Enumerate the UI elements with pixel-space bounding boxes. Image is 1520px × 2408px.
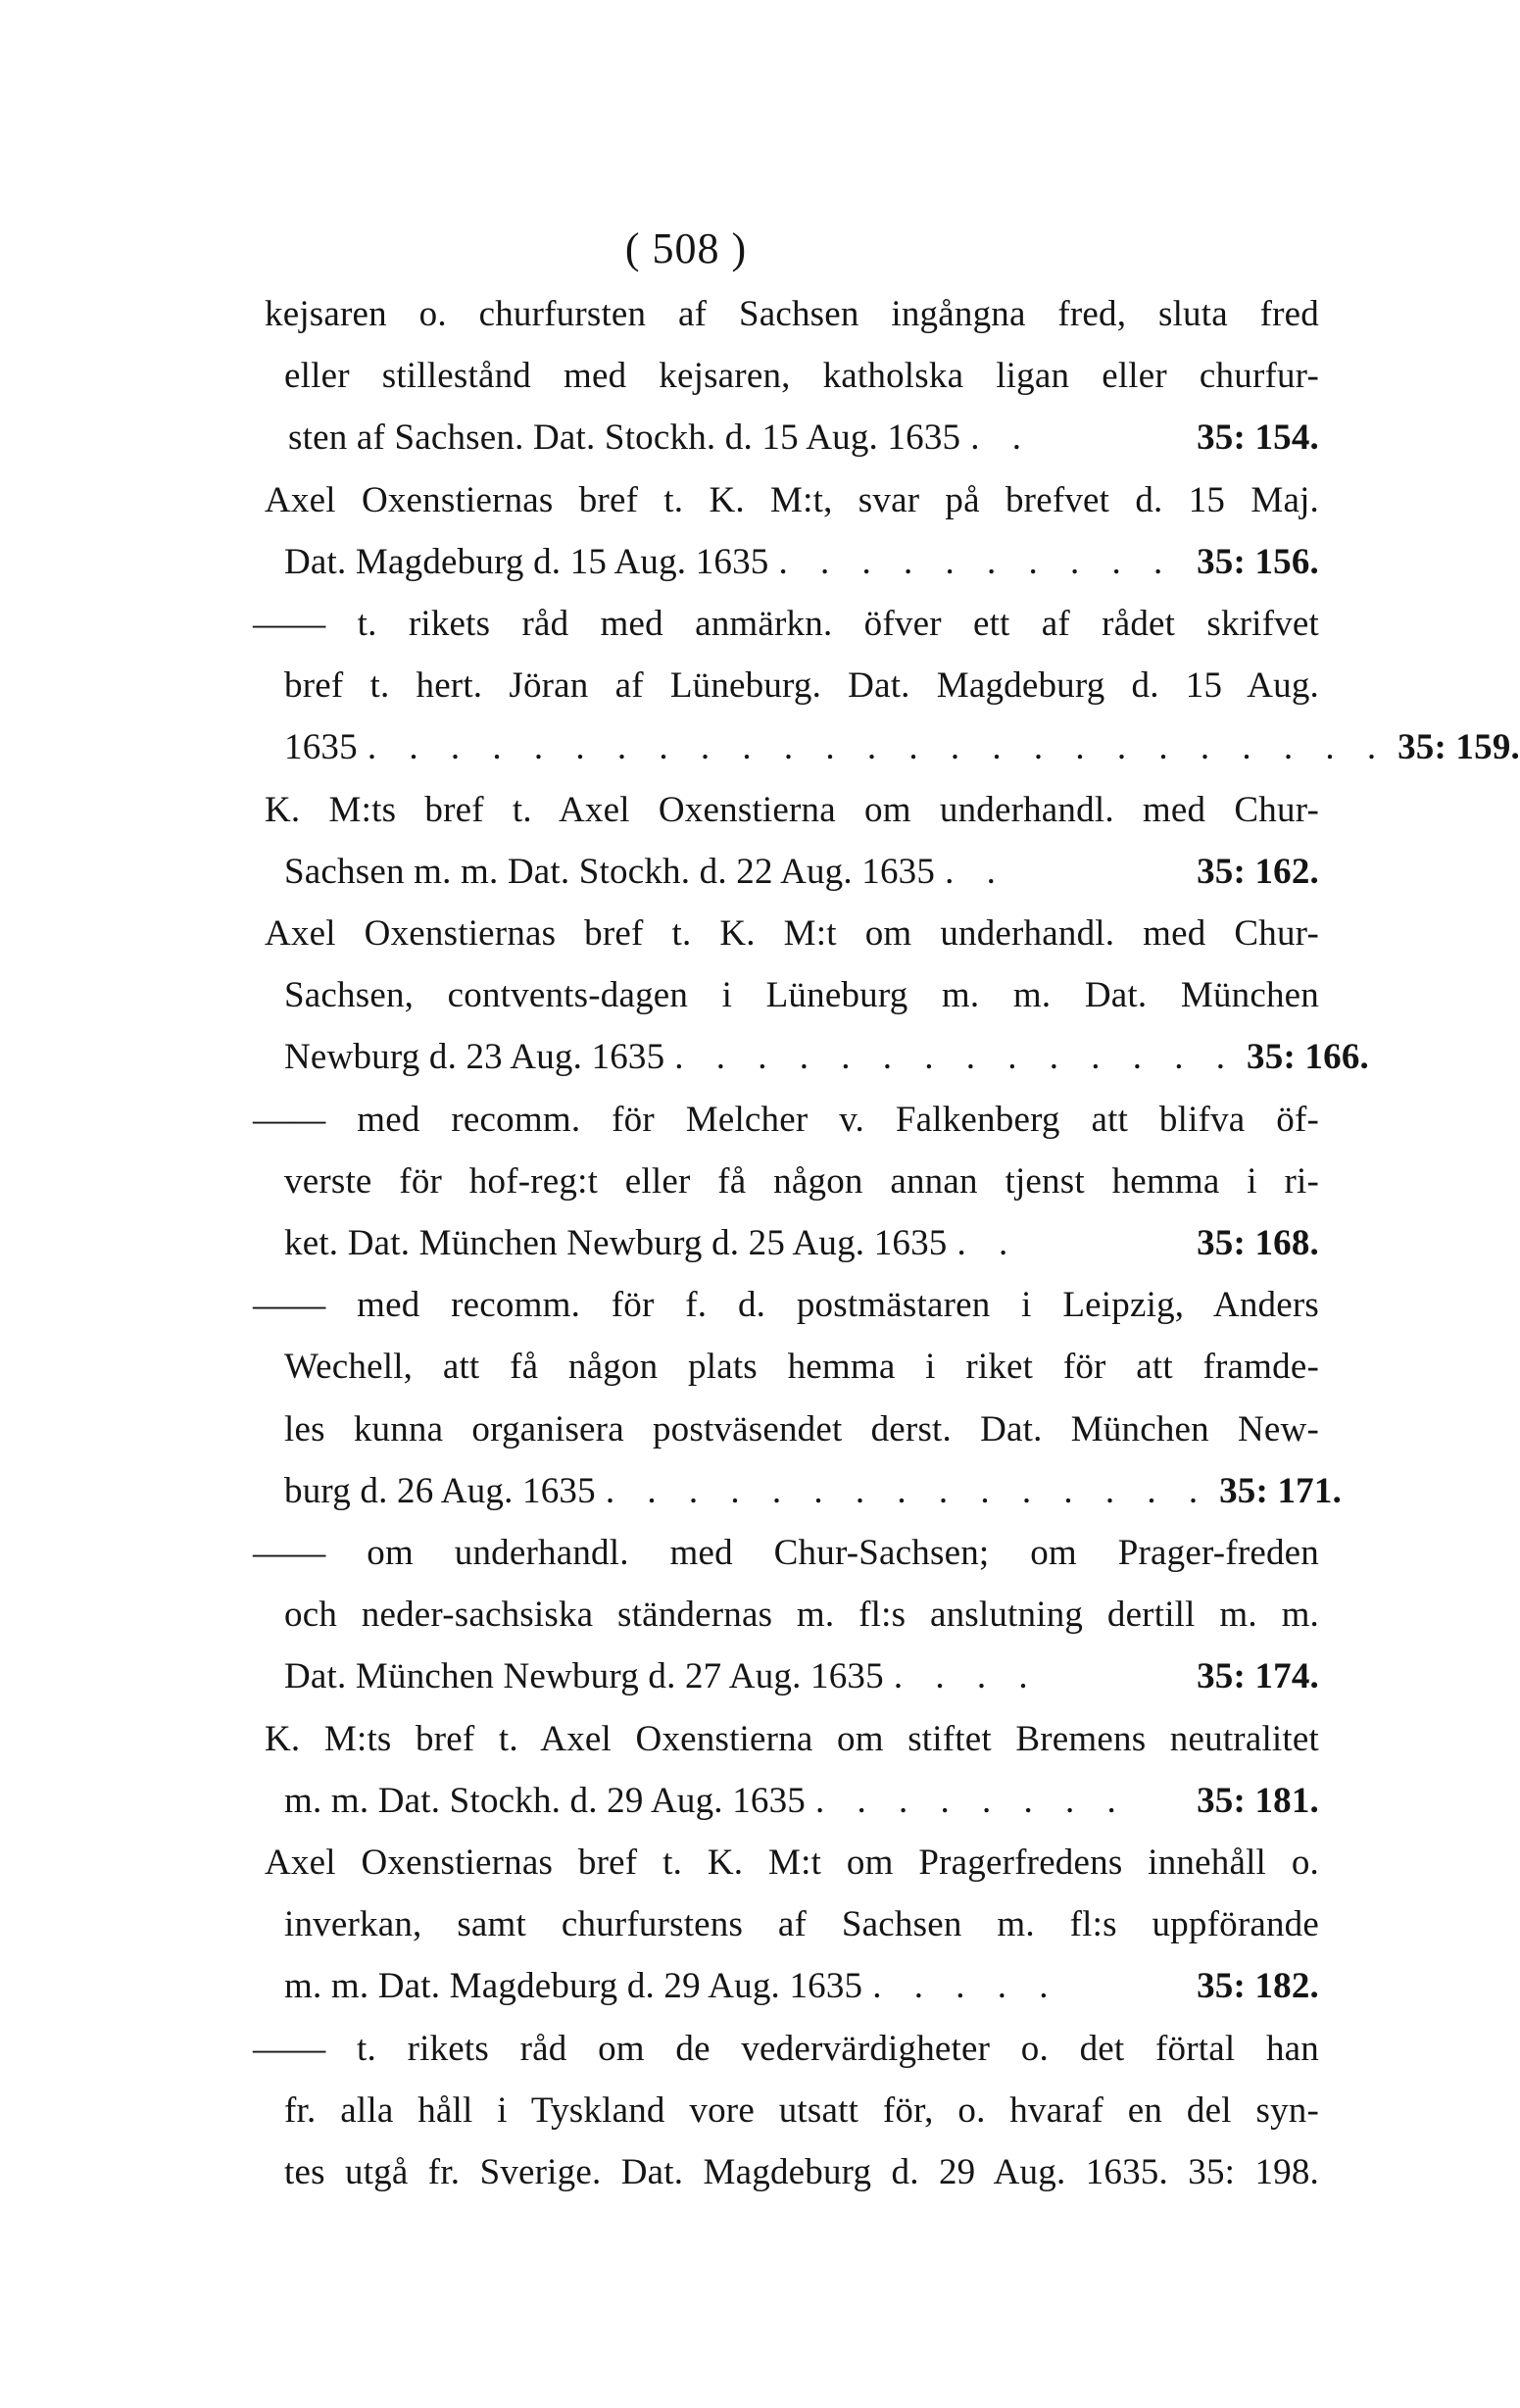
- index-entry-line-with-ref: [284, 842, 1319, 903]
- entry-text: och neder-sachsiska ständernas m. fl:s anslutning dertill m. m.: [284, 1595, 1319, 1636]
- index-entry-line: [284, 1585, 1319, 1646]
- leader-dots: . .: [970, 418, 1033, 459]
- entry-text: burg d. 26 Aug. 1635: [284, 1470, 596, 1511]
- entry-text: Axel Oxenstiernas bref t. K. M:t om Pragerfredens innehåll o.: [265, 1843, 1319, 1883]
- leader-dots: . . . . . . . . . . . . . . .: [605, 1470, 1210, 1511]
- index-entry-line: [253, 2019, 1319, 2080]
- index-entry-line: [284, 346, 1319, 407]
- leader-dots: . . . .: [893, 1656, 1040, 1697]
- leader-dots: . . . . . . . . . .: [778, 541, 1175, 582]
- index-entry-line: [284, 656, 1319, 716]
- volume-page-reference: 35: 181.: [1197, 1780, 1319, 1821]
- index-entry-line-with-ref: [284, 1771, 1319, 1832]
- leader-dots: . . . . . . . . . . . . . .: [674, 1037, 1238, 1078]
- leader-dots: . . . . . . . . . . . . . . . . . . . . . . . . .: [367, 727, 1389, 768]
- index-entry-line: [284, 1894, 1319, 1955]
- index-entry-line: [265, 780, 1319, 841]
- index-entry-line: [253, 594, 1319, 655]
- index-entry-line-with-ref: [288, 408, 1319, 468]
- entry-text: —— t. rikets råd med anmärkn. öfver ett af rådet skrifvet: [253, 604, 1319, 644]
- entry-text: verste för hof-reg:t eller få någon annan tjenst hemma i ri-: [284, 1160, 1319, 1202]
- index-entry-line-with-ref: [284, 1646, 1319, 1707]
- index-entry-line: [284, 1400, 1319, 1460]
- leader-dots: . .: [956, 1223, 1020, 1263]
- volume-page-reference: 35: 174.: [1197, 1656, 1319, 1697]
- entry-text: m. m. Dat. Stockh. d. 29 Aug. 1635: [284, 1780, 806, 1821]
- entry-text: —— t. rikets råd om de vedervärdigheter o. det förtal han: [253, 2028, 1319, 2069]
- volume-page-reference: 35: 182.: [1197, 1966, 1319, 2007]
- index-entry-line: [265, 284, 1319, 345]
- leader-dots: . . . . .: [872, 1966, 1060, 2007]
- entry-text: Wechell, att få någon plats hemma i riket för att framde-: [284, 1347, 1319, 1388]
- index-entry-line-with-ref: [284, 1461, 1343, 1522]
- volume-page-reference: 35: 166.: [1247, 1037, 1369, 1078]
- index-entry-line-with-ref: [284, 1956, 1319, 2017]
- entry-text: les kunna organisera postväsendet derst. Dat. München New-: [284, 1408, 1319, 1450]
- index-entry-line: [253, 1090, 1319, 1151]
- entry-text: Newburg d. 23 Aug. 1635: [284, 1037, 665, 1078]
- entry-text: Dat. Magdeburg d. 15 Aug. 1635: [284, 541, 769, 582]
- entry-text: tes utgå fr. Sverige. Dat. Magdeburg d. 29 Aug. 1635. 35: 198.: [284, 2152, 1319, 2192]
- entry-text: Sachsen m. m. Dat. Stockh. d. 22 Aug. 1635: [284, 851, 936, 892]
- volume-page-reference: 35: 162.: [1197, 851, 1319, 892]
- entry-text: Dat. München Newburg d. 27 Aug. 1635: [284, 1656, 884, 1697]
- index-entry-line: [265, 1709, 1319, 1770]
- index-entry-line: [253, 1523, 1319, 1584]
- volume-page-reference: 35: 159.: [1397, 727, 1520, 768]
- index-entry-line: [265, 904, 1319, 964]
- entry-text: kejsaren o. churfursten af Sachsen ingångna fred, sluta fred: [265, 294, 1319, 334]
- entry-text: Axel Oxenstiernas bref t. K. M:t om underhandl. med Chur-: [265, 913, 1319, 954]
- volume-page-reference: 35: 156.: [1197, 541, 1319, 582]
- index-entry-line-with-ref: [284, 532, 1319, 593]
- index-entry-line-with-ref: [284, 1213, 1319, 1274]
- entry-text: inverkan, samt churfurstens af Sachsen m. fl:s uppförande: [284, 1904, 1319, 1945]
- index-entry-line: [265, 1833, 1319, 1893]
- entry-text: m. m. Dat. Magdeburg d. 29 Aug. 1635: [284, 1966, 863, 2007]
- entry-text: ket. Dat. München Newburg d. 25 Aug. 1635: [284, 1223, 948, 1263]
- index-entry-line-with-ref: [284, 717, 1520, 778]
- index-entry-line: [265, 470, 1319, 531]
- entry-text: —— med recomm. för Melcher v. Falkenberg att blifva öf-: [253, 1099, 1319, 1140]
- entry-text: Axel Oxenstiernas bref t. K. M:t, svar på brefvet d. 15 Maj.: [265, 479, 1319, 520]
- index-entry-line: [284, 2081, 1319, 2141]
- index-entry-line: [284, 1337, 1319, 1398]
- leader-dots: . .: [945, 851, 1007, 892]
- entry-text: Sachsen, contvents-dagen i Lüneburg m. m. Dat. München: [284, 975, 1319, 1016]
- volume-page-reference: 35: 171.: [1219, 1470, 1343, 1511]
- volume-page-reference: 35: 154.: [1197, 418, 1319, 459]
- entry-text: eller stillestånd med kejsaren, katholska ligan eller churfur-: [284, 356, 1319, 397]
- entry-text: fr. alla håll i Tyskland vore utsatt för, o. hvaraf en del syn-: [284, 2089, 1319, 2131]
- entry-text: K. M:ts bref t. Axel Oxenstierna om stiftet Bremens neutralitet: [265, 1718, 1319, 1759]
- index-entry-line: [253, 1275, 1319, 1336]
- entry-text: —— med recomm. för f. d. postmästaren i Leipzig, Anders: [253, 1285, 1319, 1326]
- entry-text: bref t. hert. Jöran af Lüneburg. Dat. Magdeburg d. 15 Aug.: [284, 665, 1319, 707]
- entry-text: K. M:ts bref t. Axel Oxenstierna om underhandl. med Chur-: [265, 789, 1319, 830]
- page-number: ( 508 ): [624, 224, 748, 272]
- entry-text: 1635: [284, 727, 358, 768]
- index-entry-line-with-ref: [284, 1027, 1369, 1088]
- index-entry-line: [284, 965, 1319, 1026]
- index-entry-line: [284, 1152, 1319, 1212]
- entry-text: sten af Sachsen. Dat. Stockh. d. 15 Aug. 1635: [288, 418, 961, 459]
- entry-text: —— om underhandl. med Chur-Sachsen; om Prager-freden: [253, 1533, 1319, 1573]
- leader-dots: . . . . . . . .: [815, 1780, 1128, 1821]
- index-entry-line: [284, 2142, 1319, 2203]
- volume-page-reference: 35: 168.: [1197, 1223, 1319, 1263]
